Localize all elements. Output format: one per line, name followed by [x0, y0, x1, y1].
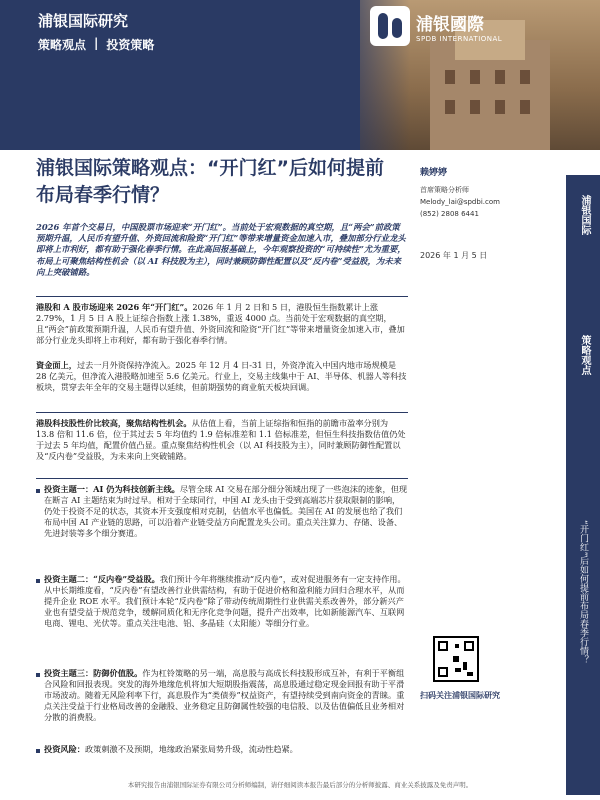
footer-disclaimer: 本研究报告由浦银国际证券有限公司分析师编制，请仔细阅读本报告最后部分的分析师披露、商业关系披露及免责声明。: [127, 781, 473, 789]
theme-text: 作为杠铃策略的另一端，高息股与高成长科技股形成互补，有利于平衡组合风险和回报表现。突发的海外地缘危机将加大短期股指震荡，高息股通过稳定现金回报有助于平滑市场波动。随着无风险利率下行，高息股作为“类债券”权益资产，有望持续受到南向资金的青睐。重点关注受益于行业格局改善的金融股、业务稳定且防御属性较强的电信股、以及估值偏低且业务相对分散的消费股。: [44, 668, 405, 722]
bullet-icon: [36, 673, 40, 677]
theme-text: 我们预计今年将继续推动“反内卷”，或对促进服务有一定支持作用。从中长期维度看，“反内卷”有望改善行业供需结构，有助于促进价格和盈利能力回归合理水平，从而提升企业 ROE 水平。我们预计本轮“反内卷”除了带动传统周期性行业供需关系改善外，部分新兴产业也有望受益于规范竞争，缓解同质化和无序化竞争问题，提升产出效率，比如新能源汽车、互联网电商、锂电、光伏等。重点关注电池、铝、多晶硅（太阳能）等细分行业。: [44, 574, 406, 628]
bullet-icon: [36, 579, 40, 583]
body-block: [36, 418, 408, 462]
section-separator: |: [94, 36, 99, 50]
body-block: [36, 302, 408, 346]
theme-heading: 投资主题一：AI 仍为科技创新主线。: [44, 484, 180, 494]
body-block: [36, 360, 408, 393]
analyst-role: 首席策略分析师: [420, 186, 469, 194]
block-heading: 港股和 A 股市场迎来 2026 年“开门红”。: [36, 302, 193, 312]
side-label-type: 策略观点: [579, 335, 590, 375]
bullet-icon: [36, 489, 40, 493]
analyst-email[interactable]: Melody_lai@spdbi.com: [420, 198, 500, 206]
theme-block: [44, 574, 408, 629]
header-banner: [0, 0, 600, 150]
divider: [36, 478, 408, 479]
block-heading: 港股科技股性价比较高，聚焦结构性机会。: [36, 418, 192, 428]
block-text: 从估值上看，当前上证综指和恒指的前瞻市盈率分别为 13.8 倍和 11.6 倍，位于其过去 5 年均值约 1.9 倍标准差和 1.1 倍标准差，但恒生科技指数估值仍处于过去 5 年均值，配置价值凸显。重点聚焦结构性机会（以 AI 科技股为主），同时兼顾防御性配置以及“反内卷”受益股，为未来向上突破铺路。: [36, 418, 406, 461]
report-title: 浦银国际策略观点：“开门红”后如何提前布局春季行情？: [36, 157, 384, 206]
qr-label: 扫码关注浦银国际研究: [420, 691, 500, 700]
section-tags: [38, 36, 154, 53]
side-label-org: 浦银国际: [579, 195, 590, 235]
summary-paragraph: 2026 年首个交易日，中国股票市场迎来“开门红”。当前处于宏观数据的真空期，且“两会”前政策预期升温，人民币有望升值、外资回流和险资“开门红”等带来增量资金加速入市，叠加部分行业龙头即将上市利好，都有助于强化春季行情。在此高回报基础上，今年观察投资的“可持续性”尤为重要，布局上可聚焦结构性机会（以 AI 科技股为主），同时兼顾防御性配置以及“反内卷”受益股，为未来向上突破铺路。: [36, 222, 406, 277]
divider: [36, 296, 408, 297]
logo-text-cn: 浦银國際: [416, 14, 484, 35]
company-logo: [370, 6, 502, 46]
qr-code-icon[interactable]: [433, 636, 479, 682]
bullet-icon: [36, 749, 40, 753]
theme-heading: 投资主题二：“反内卷”受益股。: [44, 574, 160, 584]
analyst-name: 赖婷婷: [420, 168, 448, 178]
block-text: 2026 年 1 月 2 日和 5 日，港股恒生指数累计上涨 2.79%，1 月 5 日 A 股上证综合指数上涨 1.38%，重返 4000 点。当前处于宏观数据的真空期，且“两会”前政策预期升温，人民币有望升值、外资回流和险资“开门红”等带来增量资金加速入市，叠加部分行业龙头即将上市利好，都有助于强化春季行情。: [36, 302, 405, 345]
report-date: 2026 年 1 月 5 日: [420, 251, 488, 260]
theme-text: 尽管全球 AI 交易在部分细分领域出现了一些泡沫的迹象，但现在断言 AI 主题结束为时过早。相对于全球同行，中国 AI 龙头由于受到高端芯片获取限制的影响，仍处于投资不足的状态，其资本开支强度相对克制，估值水平也偏低。美国在 AI 的发展也给了我们布局中国 AI 产业链的思路，可以沿着产业链受益方向配置龙头公司。重点关注算力、存储、设备、先进封装等多个细分赛道。: [44, 484, 408, 538]
theme-block: [44, 744, 408, 755]
org-name: 浦银国际研究: [38, 12, 129, 30]
analyst-phone: (852) 2808 6441: [420, 210, 479, 218]
side-quote: “开门红”后如何提前布局春季行情？: [578, 520, 588, 665]
block-text: 过去一月外资保持净流入。2025 年 12 月 4 日-31 日，外资净流入中国内地市场规模是 28 亿美元，但净流入港股略加速至 5.6 亿美元。行业上，交易主线集中于 AI、半导体、机器人等科技板块，贯穿去年全年的交易主题得以延续，但前期强势的商业航天板块回调。: [36, 360, 407, 392]
section-tag: 投资策略: [106, 38, 155, 52]
section-tag: 策略观点: [38, 38, 87, 52]
divider: [36, 412, 408, 413]
theme-block: [44, 668, 408, 723]
theme-heading: 投资主题三：防御价值股。: [44, 668, 143, 678]
block-heading: 資金面上，: [36, 360, 77, 370]
theme-text: 政策刺激不及预期，地缘政治紧张局势升级，流动性趋紧。: [84, 744, 298, 754]
analyst-info: [420, 165, 570, 220]
logo-icon: [370, 6, 410, 46]
logo-text-en: SPDB INTERNATIONAL: [416, 34, 503, 43]
theme-block: [44, 484, 408, 539]
theme-heading: 投资风险：: [44, 744, 85, 754]
